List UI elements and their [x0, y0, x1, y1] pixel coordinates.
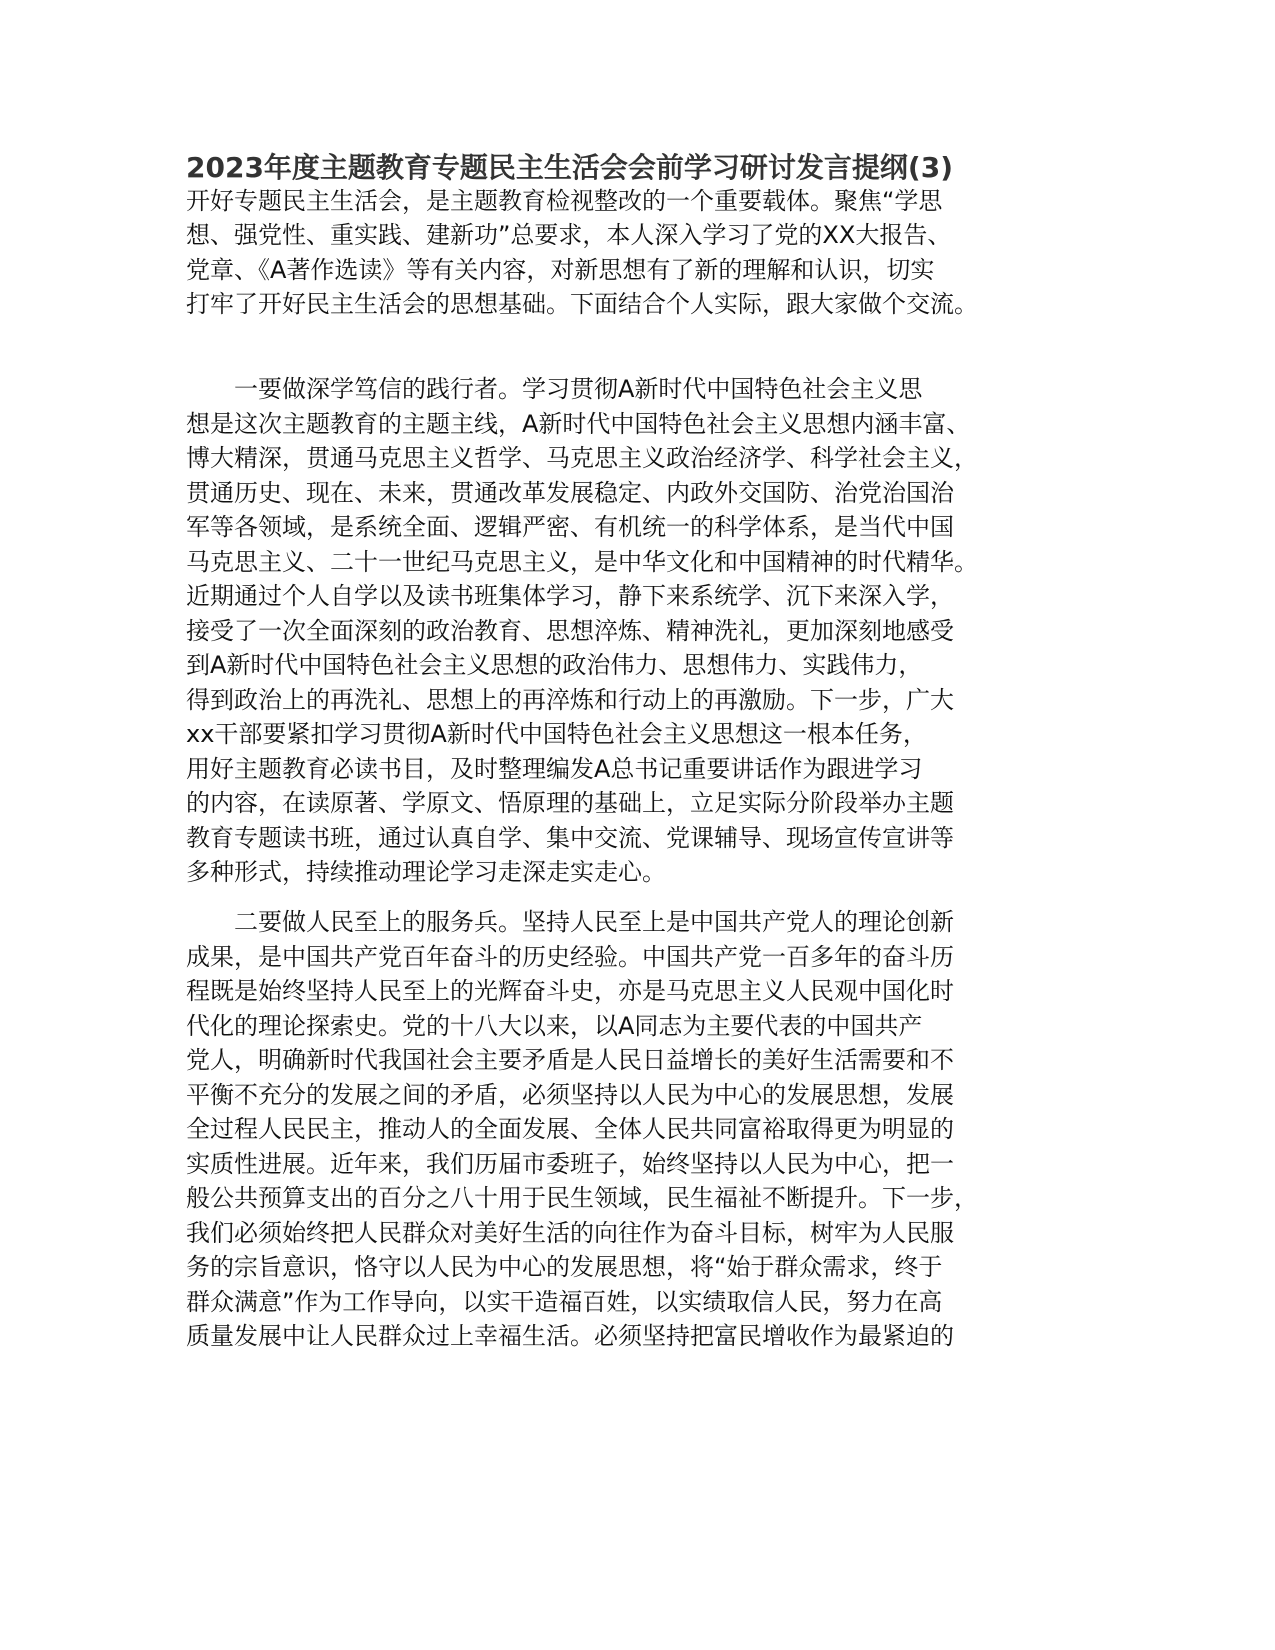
- text-line: 般公共预算支出的百分之八十用于民生领域，民生福祉不断提升。下一步，: [186, 1184, 978, 1212]
- text-line: 博大精深，贯通马克思主义哲学、马克思主义政治经济学、科学社会主义，: [186, 444, 978, 472]
- text-line: 贯通历史、现在、未来，贯通改革发展稳定、内政外交国防、治党治国治: [186, 479, 954, 507]
- text-line: 二要做人民至上的服务兵。坚持人民至上是中国共产党人的理论创新: [234, 908, 954, 936]
- text-line: 党人，明确新时代我国社会主要矛盾是人民日益增长的美好生活需要和不: [186, 1046, 954, 1074]
- text-line: 质量发展中让人民群众过上幸福生活。必须坚持把富民增收作为最紧迫的: [186, 1322, 954, 1350]
- text-line: 我们必须始终把人民群众对美好生活的向往作为奋斗目标，树牢为人民服: [186, 1219, 954, 1247]
- text-line: 想是这次主题教育的主题主线，A新时代中国特色社会主义思想内涵丰富、: [186, 410, 971, 438]
- text-line: 代化的理论探索史。党的十八大以来，以A同志为主要代表的中国共产: [186, 1012, 923, 1040]
- text-line: 马克思主义、二十一世纪马克思主义，是中华文化和中国精神的时代精华。: [186, 548, 978, 576]
- text-line: 近期通过个人自学以及读书班集体学习，静下来系统学、沉下来深入学，: [186, 582, 954, 610]
- text-line: 军等各领域，是系统全面、逻辑严密、有机统一的科学体系，是当代中国: [186, 513, 954, 541]
- text-line: 想、强党性、重实践、建新功”总要求，本人深入学习了党的XX大报告、: [186, 221, 952, 249]
- text-line: 实质性进展。近年来，我们历届市委班子，始终坚持以人民为中心，把一: [186, 1150, 954, 1178]
- text-line: 程既是始终坚持人民至上的光辉奋斗史，亦是马克思主义人民观中国化时: [186, 977, 954, 1005]
- text-line: 开好专题民主生活会，是主题教育检视整改的一个重要载体。聚焦“学思: [186, 187, 943, 215]
- text-line: 全过程人民民主，推动人的全面发展、全体人民共同富裕取得更为明显的: [186, 1115, 954, 1143]
- text-line: 平衡不充分的发展之间的矛盾，必须坚持以人民为中心的发展思想，发展: [186, 1081, 954, 1109]
- text-line: 打牢了开好民主生活会的思想基础。下面结合个人实际，跟大家做个交流。: [186, 290, 978, 318]
- text-line: 的内容，在读原著、学原文、悟原理的基础上，立足实际分阶段举办主题: [186, 789, 954, 817]
- text-line: 多种形式，持续推动理论学习走深走实走心。: [186, 858, 666, 886]
- text-line: 一要做深学笃信的践行者。学习贯彻A新时代中国特色社会主义思: [234, 375, 923, 403]
- text-line: 群众满意”作为工作导向，以实干造福百姓，以实绩取信人民，努力在高: [186, 1288, 943, 1316]
- document-title: 2023年度主题教育专题民主生活会会前学习研讨发言提纲(3): [186, 151, 954, 184]
- text-line: 成果，是中国共产党百年奋斗的历史经验。中国共产党一百多年的奋斗历: [186, 943, 954, 971]
- text-line: 到A新时代中国特色社会主义思想的政治伟力、思想伟力、实践伟力，: [186, 651, 923, 679]
- text-line: xx干部要紧扣学习贯彻A新时代中国特色社会主义思想这一根本任务，: [186, 720, 927, 748]
- text-line: 党章、《A著作选读》等有关内容，对新思想有了新的理解和认识，切实: [186, 256, 935, 284]
- text-line: 教育专题读书班，通过认真自学、集中交流、党课辅导、现场宣传宣讲等: [186, 824, 954, 852]
- text-line: 用好主题教育必读书目，及时整理编发A总书记重要讲话作为跟进学习: [186, 755, 923, 783]
- text-line: 得到政治上的再洗礼、思想上的再淬炼和行动上的再激励。下一步，广大: [186, 686, 954, 714]
- text-line: 务的宗旨意识，恪守以人民为中心的发展思想，将“始于群众需求，终于: [186, 1253, 943, 1281]
- text-line: 接受了一次全面深刻的政治教育、思想淬炼、精神洗礼，更加深刻地感受: [186, 617, 954, 645]
